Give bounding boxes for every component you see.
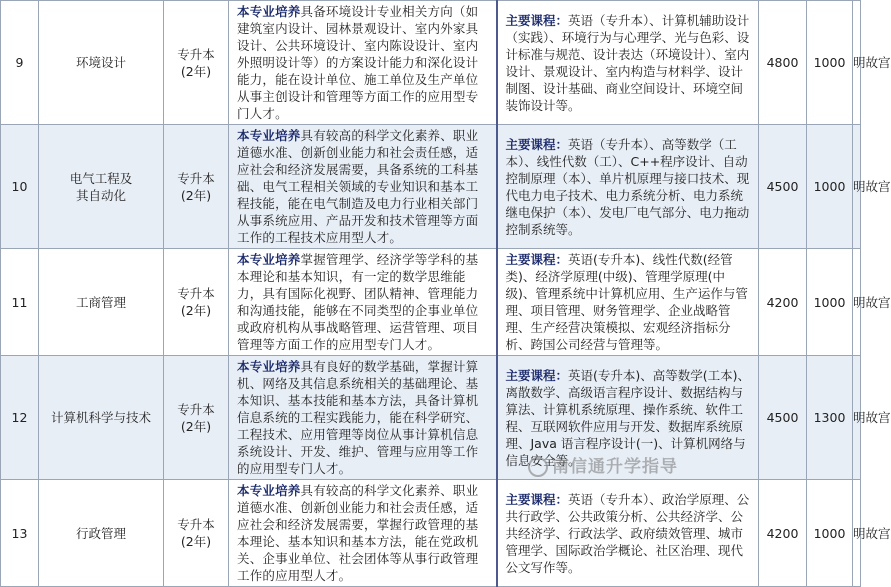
- fee-value: [807, 480, 853, 587]
- major-name: [39, 480, 164, 587]
- table-row: [1, 356, 861, 480]
- cell-no: 9: [15, 55, 24, 70]
- cell-desc-bold: 本专业培养: [237, 483, 301, 498]
- training-description: [229, 1, 497, 125]
- fee-value: [807, 125, 853, 249]
- tuition-value: [759, 249, 807, 356]
- cell-major: 行政管理: [75, 525, 126, 541]
- fee-value: [807, 356, 853, 480]
- cell-type: 专升本 (2年): [177, 46, 215, 79]
- cell-course: 英语(专升本)、线性代数(经管类)、经济学原理(中级)、管理学原理(中级)、管理系统中计算机应用、生产运作与管理、项目管理、财务管理学、企业战略管理、生产经营决策模拟、宏观经济指标分析、跨国公司经营与管理等。: [505, 252, 748, 352]
- cell-no: 11: [11, 294, 28, 310]
- training-description: [229, 249, 497, 356]
- cell-fee: 1300: [813, 410, 846, 425]
- major-name: [39, 356, 164, 480]
- cell-course-bold: 主要课程：: [505, 367, 569, 383]
- fee-value: [807, 1, 853, 125]
- cell-campus: 明故宫: [853, 525, 891, 541]
- cell-course: 英语（专升本）、高等数学（工本）、线性代数（工）、C++程序设计、自动控制原理（本）、单片机原理与接口技术、现代电力电子技术、电力系统分析、电力系统继电保护（本）、发电厂电气部分、电力拖动控制系统等。: [505, 136, 750, 237]
- cell-desc-bold: 本专业培养: [237, 4, 301, 19]
- table-row: [1, 480, 861, 587]
- cell-desc-bold: 本专业培养: [237, 128, 301, 143]
- cell-desc: 具有较高的科学文化素养、职业道德水准、创新创业能力和社会责任感，适应社会和经济发展需要，掌握行政管理的基本理论、基本知识和基本方法，能在党政机关、企事业单位、社会团体等从事行政管理工作的应用型人才。: [237, 483, 479, 583]
- main-courses: [497, 249, 759, 356]
- row-number: [1, 480, 39, 587]
- cell-type: 专升本 (2年): [177, 401, 215, 434]
- cell-tuition: 4800: [766, 55, 799, 70]
- cell-type: 专升本 (2年): [177, 170, 215, 203]
- campus-name: [853, 249, 891, 356]
- training-description: [229, 125, 497, 249]
- cell-desc-bold: 本专业培养: [237, 252, 301, 267]
- cell-no: 10: [11, 179, 28, 194]
- cell-no: 13: [11, 525, 28, 541]
- cell-tuition: 4500: [766, 410, 799, 425]
- table-row: [1, 249, 861, 356]
- campus-name: [853, 125, 891, 249]
- cell-no: 12: [11, 410, 28, 425]
- program-type: [164, 356, 229, 480]
- cell-course-bold: 主要课程：: [505, 491, 569, 507]
- cell-desc: 具有较高的科学文化素养、职业道德水准、创新创业能力和社会责任感，适应社会和经济发展需要，具备系统的工科基础、电气工程相关领域的专业知识和基本工程技能，能在电气制造及电力行业相关部门从事系统应用、产品开发和技术管理等方面工作的工程技术应用型人才。: [237, 128, 479, 245]
- cell-type: 专升本 (2年): [177, 517, 215, 549]
- cell-fee: 1000: [813, 525, 846, 541]
- watermark-text: 南信通升学指导: [552, 457, 678, 477]
- cell-fee: 1000: [813, 294, 846, 310]
- cell-campus: 明故宫: [853, 294, 891, 310]
- cell-desc: 具有良好的数学基础，掌握计算机、网络及其信息系统相关的基础理论、基本知识、基本技能和基本方法，具备计算机信息系统的工程实践能力，能在科学研究、工程技术、应用管理等岗位从事计算机信息系统设计、开发、维护、管理与应用等工作的应用型专门人才。: [237, 359, 479, 476]
- cell-desc: 掌握管理学、经济学等学科的基本理论和基本知识，有一定的数学思维能力，具有国际化视野、团队精神、管理能力和沟通技能，能够在不同类型的企事业单位或政府机构从事战略管理、运营管理、项目管理等方面工作的应用型专门人才。: [237, 252, 479, 352]
- table-row: [1, 125, 861, 249]
- major-name: [39, 249, 164, 356]
- tuition-value: [759, 125, 807, 249]
- cell-campus: 明故宫: [853, 410, 891, 425]
- tuition-value: [759, 356, 807, 480]
- row-number: [1, 249, 39, 356]
- row-number: [1, 125, 39, 249]
- program-type: [164, 480, 229, 587]
- program-type: [164, 125, 229, 249]
- cell-course-bold: 主要课程：: [505, 136, 569, 152]
- watermark: [528, 452, 678, 477]
- program-type: [164, 249, 229, 356]
- table-row: [1, 1, 861, 125]
- cell-course: 英语（专升本）、计算机辅助设计（实践）、环境行为与心理学、光与色彩、设计标准与规范、设计表达（环境设计）、室内设计、景观设计、室内构造与材料学、设计制图、设计基础、商业空间设计、环境空间装饰设计等。: [505, 12, 750, 113]
- cell-desc: 具备环境设计专业相关方向（如建筑室内设计、园林景观设计、室内外家具设计、公共环境设计、室内陈设设计、室内外照明设计等）的方案设计能力和深化设计能力，能在设计单位、施工单位及生产单位从事主创设计和管理等方面工作的应用型专门人才。: [237, 4, 479, 121]
- fee-value: [807, 249, 853, 356]
- cell-desc-bold: 本专业培养: [237, 359, 301, 374]
- cell-course: 英语(专升本)、高等数学(工本)、离散数学、高级语言程序设计、数据结构与算法、计算机系统原理、操作系统、软件工程、互联网软件应用与开发、数据库系统原理、Java 语言程序设计(一)、计算机网络与信息安全等。: [505, 367, 751, 468]
- training-description: [229, 356, 497, 480]
- tuition-value: [759, 1, 807, 125]
- cell-campus: 明故宫: [853, 179, 891, 194]
- cell-tuition: 4200: [766, 525, 799, 541]
- cell-type: 专升本 (2年): [177, 286, 215, 318]
- cell-tuition: 4500: [766, 179, 799, 194]
- cell-fee: 1000: [813, 179, 846, 194]
- campus-name: [853, 1, 891, 125]
- major-name: [39, 125, 164, 249]
- cell-course-bold: 主要课程：: [505, 12, 569, 28]
- cell-major: 环境设计: [75, 55, 126, 70]
- cell-major: 计算机科学与技术: [50, 410, 151, 425]
- cell-fee: 1000: [813, 55, 846, 70]
- cell-course: 英语（专升本）、政治学原理、公共行政学、公共政策分析、公共经济学、公共经济学、行政法学、政府绩效管理、城市管理学、国际政治学概论、社区治理、现代公文写作等。: [505, 491, 750, 575]
- row-number: [1, 1, 39, 125]
- main-courses: [497, 480, 759, 587]
- cell-course-bold: 主要课程：: [505, 252, 569, 267]
- cell-campus: 明故宫: [853, 55, 891, 70]
- row-number: [1, 356, 39, 480]
- campus-name: [853, 356, 891, 480]
- watermark-logo-icon: [528, 457, 548, 477]
- cell-major: 工商管理: [75, 294, 126, 310]
- major-name: [39, 1, 164, 125]
- main-courses: [497, 125, 759, 249]
- tuition-value: [759, 480, 807, 587]
- campus-name: [853, 480, 891, 587]
- program-type: [164, 1, 229, 125]
- cell-tuition: 4200: [766, 294, 799, 310]
- cell-major: 电气工程及 其自动化: [69, 170, 133, 203]
- training-description: [229, 480, 497, 587]
- main-courses: [497, 1, 759, 125]
